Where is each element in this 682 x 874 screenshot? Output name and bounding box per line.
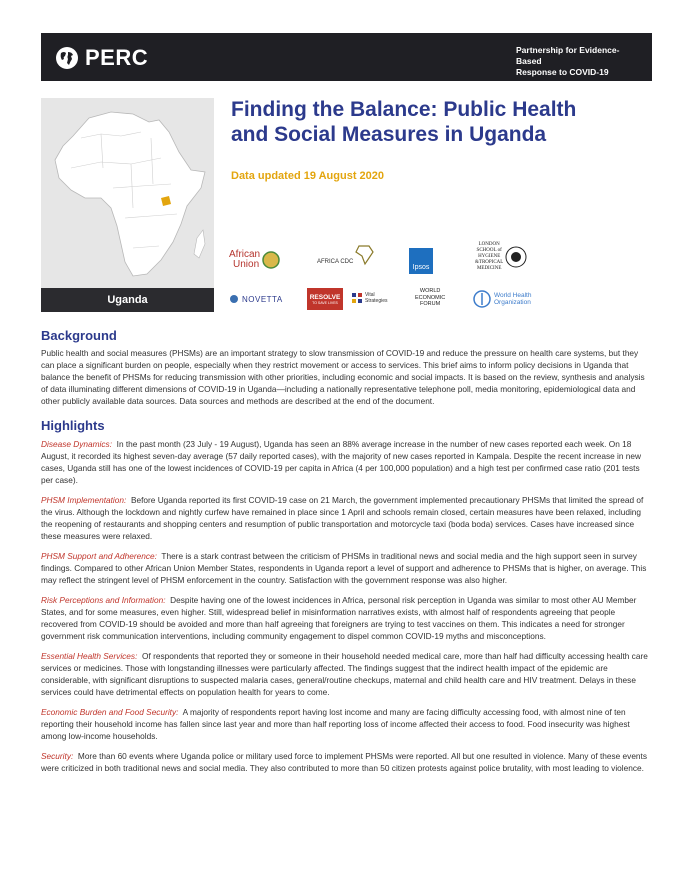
africa-map-graphic (41, 98, 214, 288)
lshtm-line1: LONDON (478, 242, 500, 247)
au-emblem-icon (262, 251, 280, 269)
highlight-text: There is a stark contrast between the criticism of PHSMs in traditional news and social media and the high support seen in survey findings. Compared to other African Union Member States, respondents in Uganda report a level of support and adherence to PHSMs that is higher, on average. This may reflect the stringent level of PHSM enforcement in the country. Satisfaction with the government response was also higher. (41, 551, 647, 585)
wef-text1: WORLD (419, 288, 441, 294)
perc-logo (55, 45, 148, 71)
lshtm-line2: SCHOOL of (476, 248, 502, 253)
globe-icon (55, 46, 79, 70)
resolve-text2: TO SAVE LIVES (312, 300, 338, 305)
highlight-label: Economic Burden and Food Security: (41, 707, 179, 717)
title-line1: Finding the Balance: Public Health (231, 98, 577, 121)
highlight-label: Security: (41, 751, 74, 761)
title-line2: and Social Measures in Uganda (231, 123, 547, 146)
lshtm-line3: HYGIENE (478, 254, 501, 259)
vital-strategies-logo (351, 292, 388, 304)
tagline (516, 45, 636, 78)
logo-text: PERC (85, 45, 149, 70)
africa-cdc-logo (317, 244, 377, 266)
highlight-text: Of respondents that reported they or someone in their household needed medical care, more than half had difficulty accessing health care services or medicines. Those with longstanding illnesses were particularly affected. The findings suggest that the indirect health impact of the epidemic are considerable, with significant disruptions to suspected malaria cases, general/routine checkups, maternal and child health care and HIV treatment. Delays in these services could have detrimental effects on population health for years to come. (41, 651, 648, 697)
highlight-item (41, 438, 653, 486)
highlight-item (41, 750, 653, 774)
who-emblem-icon (473, 290, 491, 308)
who-logo (473, 290, 531, 308)
background-section (41, 328, 653, 407)
highlight-label: PHSM Implementation: (41, 495, 127, 505)
highlight-item (41, 650, 653, 698)
wef-text3: FORUM (420, 301, 441, 307)
highlight-text: In the past month (23 July - 19 August), Uganda has seen an 88% average increase in the number of new cases reported each week. On 18 August, it recorded its highest seven-day average (57 daily reported cases), with the majority of new cases reported in Kampala. Despite the recent increase in new cases, Uganda still has one of the lowest incidences of COVID-19 per capita in Africa (4 per 100,000 population) and a high test per confirmed case ratio (201 tests per case). (41, 439, 641, 485)
tagline-line1: Partnership for Evidence-Based (516, 45, 620, 66)
africa-map (41, 98, 214, 288)
cdc-emblem-icon (353, 244, 377, 266)
novetta-text: NOVETTA (242, 294, 283, 304)
highlight-label: Risk Perceptions and Information: (41, 595, 166, 605)
highlight-text: More than 60 events where Uganda police or military used force to implement PHSMs were reported. All but one resulted in violence. Many of these events were criticized in both traditional news and social media. They also contributed to more than 50 citizen protests against police brutality, with most leading to violence. (41, 751, 647, 773)
page-title (231, 97, 631, 147)
novetta-icon (229, 294, 239, 304)
background-text: Public health and social measures (PHSMs) are an important strategy to slow transmission of COVID-19 and reduce the pressure on health care systems, but they can place a significant burden on people, especially when they restrict movement or access to services. This brief aims to inform policy decisions in Uganda that balance the benefit of PHSMs for reducing transmission with other priorities, including economic and social impacts. It is based on the review, synthesis and analysis of data illuminating different dimensions of COVID-19 in Uganda—including a nationally representative telephone poll, media monitoring, epidemiological data and other publicly available data sources. Data sources and methods are described at the end of the document. (41, 348, 645, 406)
highlight-text: Before Uganda reported its first COVID-19 case on 21 March, the government implemented precautionary PHSMs that limited the spread of the virus. Although the lockdown and nightly curfew have remained in place since 1 April and schools remain closed, certain measures have been relaxed, including the reopening of restaurants and shopping centers and resumption of public transportation and motorcycle taxi (boda boda) services. Cases have increased since these measures were relaxed. (41, 495, 644, 541)
novetta-logo (229, 294, 283, 304)
highlight-text: A majority of respondents report having lost income and many are facing difficulty accessing food, with almost nine of ten reporting their household income has fallen since last year and more than half reporting loss of income affected their access to food. Food insecurity was highest among low-income households. (41, 707, 630, 741)
ipsos-text: Ipsos (412, 263, 430, 271)
highlight-item (41, 550, 653, 586)
highlight-text: Despite having one of the lowest incidences in Africa, personal risk perception in Uganda was similar to most other AU Member States, and for some measures, even higher. Still, widespread belief in misinformation narratives exists, with almost half of respondents agreeing that people recovered from COVID-19 should be avoided and more than half agreeing that foreigners are trying to test vaccines on them. This indicates a need for stronger government risk communication interventions, including community engagement to dispel common COVID-19 myths and misconceptions. (41, 595, 637, 641)
who-text2: Organization (494, 299, 531, 306)
highlights-heading: Highlights (41, 418, 105, 433)
au-text2: Union (233, 259, 260, 270)
wef-logo (415, 288, 445, 308)
highlight-item (41, 594, 653, 642)
vital-icon (351, 292, 363, 304)
partner-logos (229, 242, 549, 317)
highlight-label: Disease Dynamics: (41, 439, 113, 449)
country-label: Uganda (41, 288, 214, 312)
resolve-text1: RESOLVE (309, 293, 341, 301)
updated-date: Data updated 19 August 2020 (231, 170, 385, 182)
background-heading: Background (41, 328, 117, 343)
lshtm-crest-icon (505, 246, 527, 268)
lshtm-line4: &TROPICAL (475, 260, 504, 265)
vital-text2: Strategies (365, 298, 388, 304)
ipsos-logo (409, 248, 433, 274)
highlight-item (41, 494, 653, 542)
au-text1: African (229, 249, 261, 260)
african-union-logo (229, 250, 280, 270)
highlight-label: PHSM Support and Adherence: (41, 551, 157, 561)
vital-text1: Vital (365, 292, 375, 298)
cdc-text: AFRICA CDC (317, 259, 354, 265)
tagline-line2: Response to COVID-19 (516, 67, 609, 77)
lshtm-logo (475, 242, 527, 272)
wef-text2: ECONOMIC (415, 294, 446, 301)
highlight-label: Essential Health Services: (41, 651, 138, 661)
lshtm-line5: MEDICINE (476, 266, 502, 271)
header-bar (41, 33, 652, 81)
highlights-section (41, 418, 653, 774)
who-text1: World Health (494, 291, 532, 299)
resolve-logo (307, 288, 343, 310)
highlight-item (41, 706, 653, 742)
